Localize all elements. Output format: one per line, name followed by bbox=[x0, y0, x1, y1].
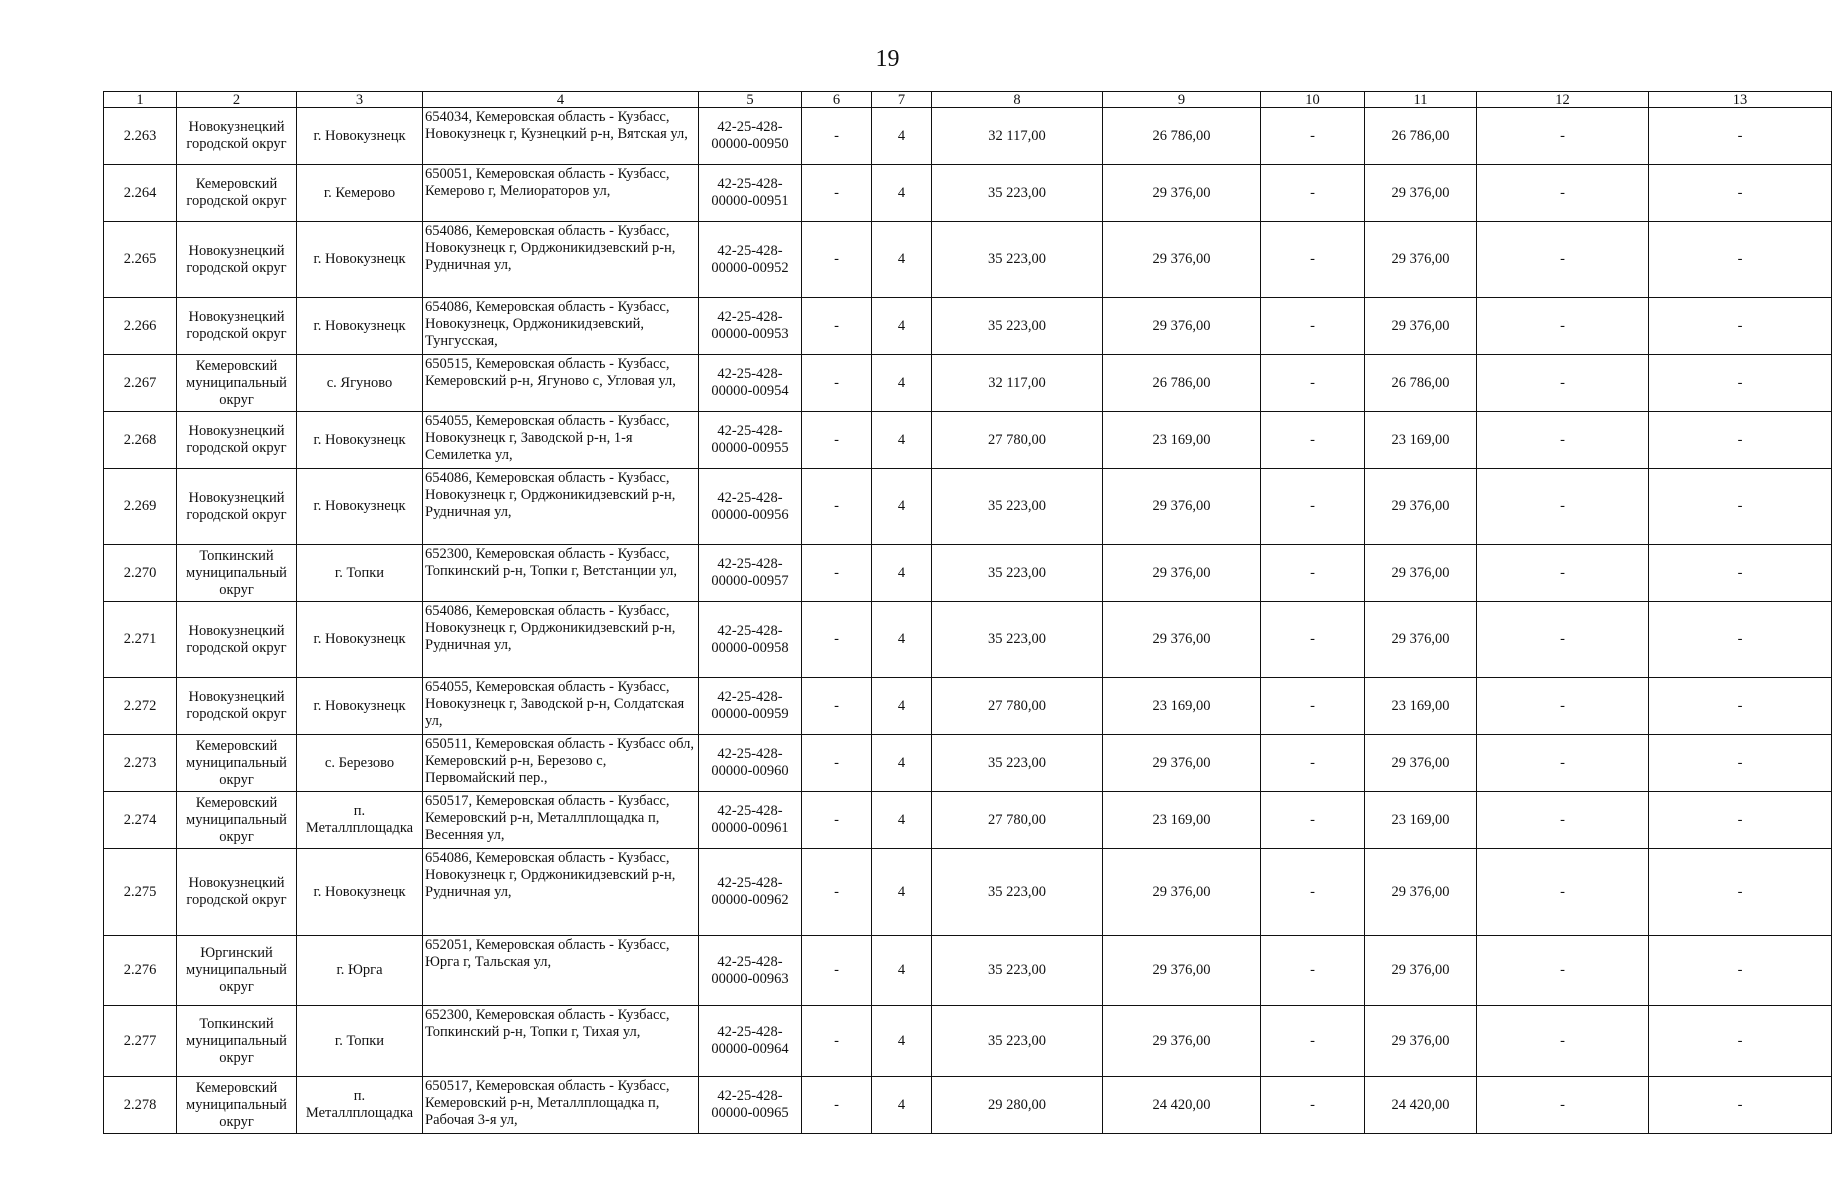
col10-cell: - bbox=[1261, 108, 1365, 165]
col6-cell: - bbox=[802, 412, 872, 469]
col8-cell: 35 223,00 bbox=[932, 545, 1103, 602]
code-cell: 42-25-428-00000-00950 bbox=[699, 108, 802, 165]
col13-cell: - bbox=[1649, 792, 1832, 849]
col8-cell: 27 780,00 bbox=[932, 412, 1103, 469]
col11-cell: 24 420,00 bbox=[1365, 1077, 1477, 1134]
col11-cell: 26 786,00 bbox=[1365, 108, 1477, 165]
row-number-cell: 2.278 bbox=[104, 1077, 177, 1134]
locality-cell: г. Новокузнецк bbox=[297, 849, 423, 936]
col10-cell: - bbox=[1261, 602, 1365, 678]
col9-cell: 29 376,00 bbox=[1103, 849, 1261, 936]
col12-cell: - bbox=[1477, 108, 1649, 165]
address-cell: 650515, Кемеровская область - Кузбасс, Кемеровский р-н, Ягуново с, Угловая ул, bbox=[423, 355, 699, 412]
row-number-cell: 2.268 bbox=[104, 412, 177, 469]
col8-cell: 35 223,00 bbox=[932, 1006, 1103, 1077]
col7-cell: 4 bbox=[872, 412, 932, 469]
table-row bbox=[104, 412, 1832, 469]
col12-cell: - bbox=[1477, 1077, 1649, 1134]
col12-cell: - bbox=[1477, 222, 1649, 298]
col12-cell: - bbox=[1477, 298, 1649, 355]
column-header: 12 bbox=[1477, 92, 1649, 108]
col10-cell: - bbox=[1261, 735, 1365, 792]
col8-cell: 32 117,00 bbox=[932, 355, 1103, 412]
district-cell: Новокузнецкий городской округ bbox=[177, 602, 297, 678]
column-header: 13 bbox=[1649, 92, 1832, 108]
locality-cell: п. Металлплощадка bbox=[297, 1077, 423, 1134]
col10-cell: - bbox=[1261, 298, 1365, 355]
col10-cell: - bbox=[1261, 1077, 1365, 1134]
col10-cell: - bbox=[1261, 678, 1365, 735]
col8-cell: 32 117,00 bbox=[932, 108, 1103, 165]
address-cell: 652300, Кемеровская область - Кузбасс, Топкинский р-н, Топки г, Ветстанции ул, bbox=[423, 545, 699, 602]
row-number-cell: 2.264 bbox=[104, 165, 177, 222]
col7-cell: 4 bbox=[872, 108, 932, 165]
col13-cell: - bbox=[1649, 108, 1832, 165]
district-cell: Юргинский муниципальный округ bbox=[177, 936, 297, 1006]
col9-cell: 29 376,00 bbox=[1103, 936, 1261, 1006]
district-cell: Топкинский муниципальный округ bbox=[177, 1006, 297, 1077]
col13-cell: - bbox=[1649, 298, 1832, 355]
col8-cell: 35 223,00 bbox=[932, 222, 1103, 298]
col6-cell: - bbox=[802, 936, 872, 1006]
code-cell: 42-25-428-00000-00953 bbox=[699, 298, 802, 355]
col12-cell: - bbox=[1477, 936, 1649, 1006]
table-row bbox=[104, 849, 1832, 936]
district-cell: Новокузнецкий городской округ bbox=[177, 678, 297, 735]
col6-cell: - bbox=[802, 355, 872, 412]
code-cell: 42-25-428-00000-00957 bbox=[699, 545, 802, 602]
col9-cell: 23 169,00 bbox=[1103, 792, 1261, 849]
locality-cell: г. Новокузнецк bbox=[297, 412, 423, 469]
row-number-cell: 2.277 bbox=[104, 1006, 177, 1077]
column-header: 1 bbox=[104, 92, 177, 108]
district-cell: Новокузнецкий городской округ bbox=[177, 298, 297, 355]
col10-cell: - bbox=[1261, 412, 1365, 469]
row-number-cell: 2.263 bbox=[104, 108, 177, 165]
col11-cell: 29 376,00 bbox=[1365, 602, 1477, 678]
col10-cell: - bbox=[1261, 849, 1365, 936]
column-header: 7 bbox=[872, 92, 932, 108]
col12-cell: - bbox=[1477, 355, 1649, 412]
code-cell: 42-25-428-00000-00952 bbox=[699, 222, 802, 298]
col13-cell: - bbox=[1649, 469, 1832, 545]
col7-cell: 4 bbox=[872, 735, 932, 792]
col11-cell: 29 376,00 bbox=[1365, 1006, 1477, 1077]
row-number-cell: 2.270 bbox=[104, 545, 177, 602]
code-cell: 42-25-428-00000-00951 bbox=[699, 165, 802, 222]
col10-cell: - bbox=[1261, 222, 1365, 298]
col12-cell: - bbox=[1477, 735, 1649, 792]
col8-cell: 35 223,00 bbox=[932, 849, 1103, 936]
col7-cell: 4 bbox=[872, 222, 932, 298]
col9-cell: 29 376,00 bbox=[1103, 165, 1261, 222]
row-number-cell: 2.266 bbox=[104, 298, 177, 355]
col13-cell: - bbox=[1649, 222, 1832, 298]
col10-cell: - bbox=[1261, 469, 1365, 545]
col10-cell: - bbox=[1261, 545, 1365, 602]
code-cell: 42-25-428-00000-00955 bbox=[699, 412, 802, 469]
locality-cell: с. Ягуново bbox=[297, 355, 423, 412]
locality-cell: г. Новокузнецк bbox=[297, 469, 423, 545]
col7-cell: 4 bbox=[872, 298, 932, 355]
row-number-cell: 2.273 bbox=[104, 735, 177, 792]
district-cell: Топкинский муниципальный округ bbox=[177, 545, 297, 602]
col13-cell: - bbox=[1649, 678, 1832, 735]
col11-cell: 23 169,00 bbox=[1365, 792, 1477, 849]
table-row bbox=[104, 298, 1832, 355]
col13-cell: - bbox=[1649, 602, 1832, 678]
col9-cell: 29 376,00 bbox=[1103, 1006, 1261, 1077]
column-header: 5 bbox=[699, 92, 802, 108]
col12-cell: - bbox=[1477, 412, 1649, 469]
col6-cell: - bbox=[802, 1006, 872, 1077]
column-header: 4 bbox=[423, 92, 699, 108]
col13-cell: - bbox=[1649, 412, 1832, 469]
col11-cell: 29 376,00 bbox=[1365, 936, 1477, 1006]
address-cell: 650511, Кемеровская область - Кузбасс обл, Кемеровский р-н, Березово с, Первомайский пер., bbox=[423, 735, 699, 792]
col7-cell: 4 bbox=[872, 1006, 932, 1077]
col9-cell: 26 786,00 bbox=[1103, 108, 1261, 165]
col6-cell: - bbox=[802, 298, 872, 355]
col10-cell: - bbox=[1261, 1006, 1365, 1077]
header-row bbox=[104, 92, 1832, 108]
table-row bbox=[104, 355, 1832, 412]
col10-cell: - bbox=[1261, 165, 1365, 222]
col9-cell: 23 169,00 bbox=[1103, 678, 1261, 735]
locality-cell: г. Топки bbox=[297, 1006, 423, 1077]
code-cell: 42-25-428-00000-00962 bbox=[699, 849, 802, 936]
col7-cell: 4 bbox=[872, 602, 932, 678]
code-cell: 42-25-428-00000-00956 bbox=[699, 469, 802, 545]
locality-cell: г. Новокузнецк bbox=[297, 602, 423, 678]
col9-cell: 24 420,00 bbox=[1103, 1077, 1261, 1134]
col11-cell: 29 376,00 bbox=[1365, 222, 1477, 298]
col10-cell: - bbox=[1261, 792, 1365, 849]
locality-cell: с. Березово bbox=[297, 735, 423, 792]
col9-cell: 26 786,00 bbox=[1103, 355, 1261, 412]
table-row bbox=[104, 108, 1832, 165]
col9-cell: 29 376,00 bbox=[1103, 298, 1261, 355]
row-number-cell: 2.265 bbox=[104, 222, 177, 298]
col11-cell: 29 376,00 bbox=[1365, 469, 1477, 545]
col13-cell: - bbox=[1649, 165, 1832, 222]
code-cell: 42-25-428-00000-00954 bbox=[699, 355, 802, 412]
district-cell: Кемеровский городской округ bbox=[177, 165, 297, 222]
col9-cell: 29 376,00 bbox=[1103, 735, 1261, 792]
col12-cell: - bbox=[1477, 545, 1649, 602]
table-row bbox=[104, 602, 1832, 678]
table-row bbox=[104, 165, 1832, 222]
col9-cell: 23 169,00 bbox=[1103, 412, 1261, 469]
row-number-cell: 2.276 bbox=[104, 936, 177, 1006]
table-row bbox=[104, 469, 1832, 545]
col6-cell: - bbox=[802, 602, 872, 678]
col6-cell: - bbox=[802, 165, 872, 222]
col12-cell: - bbox=[1477, 602, 1649, 678]
row-number-cell: 2.274 bbox=[104, 792, 177, 849]
table-body bbox=[104, 108, 1832, 1134]
col6-cell: - bbox=[802, 469, 872, 545]
col12-cell: - bbox=[1477, 1006, 1649, 1077]
col13-cell: - bbox=[1649, 849, 1832, 936]
column-header: 11 bbox=[1365, 92, 1477, 108]
address-cell: 654055, Кемеровская область - Кузбасс, Новокузнецк г, Заводской р-н, Солдатская ул, bbox=[423, 678, 699, 735]
col7-cell: 4 bbox=[872, 1077, 932, 1134]
col8-cell: 29 280,00 bbox=[932, 1077, 1103, 1134]
col7-cell: 4 bbox=[872, 792, 932, 849]
col9-cell: 29 376,00 bbox=[1103, 469, 1261, 545]
locality-cell: г. Топки bbox=[297, 545, 423, 602]
address-cell: 654086, Кемеровская область - Кузбасс, Новокузнецк г, Орджоникидзевский р-н, Рудничная ул, bbox=[423, 222, 699, 298]
col6-cell: - bbox=[802, 678, 872, 735]
col8-cell: 35 223,00 bbox=[932, 936, 1103, 1006]
table-row bbox=[104, 936, 1832, 1006]
address-cell: 654086, Кемеровская область - Кузбасс, Новокузнецк г, Орджоникидзевский р-н, Рудничная ул, bbox=[423, 849, 699, 936]
code-cell: 42-25-428-00000-00963 bbox=[699, 936, 802, 1006]
col9-cell: 29 376,00 bbox=[1103, 545, 1261, 602]
column-header: 2 bbox=[177, 92, 297, 108]
col12-cell: - bbox=[1477, 165, 1649, 222]
district-cell: Новокузнецкий городской округ bbox=[177, 412, 297, 469]
col8-cell: 35 223,00 bbox=[932, 735, 1103, 792]
table-row bbox=[104, 678, 1832, 735]
district-cell: Новокузнецкий городской округ bbox=[177, 849, 297, 936]
col12-cell: - bbox=[1477, 469, 1649, 545]
col8-cell: 27 780,00 bbox=[932, 792, 1103, 849]
col13-cell: - bbox=[1649, 355, 1832, 412]
locality-cell: г. Новокузнецк bbox=[297, 678, 423, 735]
code-cell: 42-25-428-00000-00965 bbox=[699, 1077, 802, 1134]
address-cell: 654034, Кемеровская область - Кузбасс, Новокузнецк г, Кузнецкий р-н, Вятская ул, bbox=[423, 108, 699, 165]
row-number-cell: 2.275 bbox=[104, 849, 177, 936]
locality-cell: г. Новокузнецк bbox=[297, 222, 423, 298]
col7-cell: 4 bbox=[872, 469, 932, 545]
col7-cell: 4 bbox=[872, 678, 932, 735]
col12-cell: - bbox=[1477, 792, 1649, 849]
address-cell: 652051, Кемеровская область - Кузбасс, Юрга г, Тальская ул, bbox=[423, 936, 699, 1006]
address-cell: 652300, Кемеровская область - Кузбасс, Топкинский р-н, Топки г, Тихая ул, bbox=[423, 1006, 699, 1077]
address-cell: 654086, Кемеровская область - Кузбасс, Новокузнецк, Орджоникидзевский, Тунгусская, bbox=[423, 298, 699, 355]
col6-cell: - bbox=[802, 735, 872, 792]
col8-cell: 35 223,00 bbox=[932, 469, 1103, 545]
col6-cell: - bbox=[802, 849, 872, 936]
col10-cell: - bbox=[1261, 936, 1365, 1006]
table-row bbox=[104, 792, 1832, 849]
col13-cell: - bbox=[1649, 545, 1832, 602]
col6-cell: - bbox=[802, 545, 872, 602]
data-table bbox=[103, 91, 1832, 1134]
code-cell: 42-25-428-00000-00958 bbox=[699, 602, 802, 678]
row-number-cell: 2.272 bbox=[104, 678, 177, 735]
district-cell: Новокузнецкий городской округ bbox=[177, 108, 297, 165]
district-cell: Новокузнецкий городской округ bbox=[177, 469, 297, 545]
row-number-cell: 2.271 bbox=[104, 602, 177, 678]
col7-cell: 4 bbox=[872, 355, 932, 412]
col7-cell: 4 bbox=[872, 165, 932, 222]
col8-cell: 35 223,00 bbox=[932, 165, 1103, 222]
locality-cell: п. Металлплощадка bbox=[297, 792, 423, 849]
code-cell: 42-25-428-00000-00959 bbox=[699, 678, 802, 735]
col11-cell: 26 786,00 bbox=[1365, 355, 1477, 412]
col11-cell: 23 169,00 bbox=[1365, 678, 1477, 735]
code-cell: 42-25-428-00000-00961 bbox=[699, 792, 802, 849]
address-cell: 650517, Кемеровская область - Кузбасс, Кемеровский р-н, Металлплощадка п, Весенняя ул, bbox=[423, 792, 699, 849]
col9-cell: 29 376,00 bbox=[1103, 602, 1261, 678]
row-number-cell: 2.267 bbox=[104, 355, 177, 412]
col10-cell: - bbox=[1261, 355, 1365, 412]
col13-cell: - bbox=[1649, 1006, 1832, 1077]
district-cell: Кемеровский муниципальный округ bbox=[177, 792, 297, 849]
table-row bbox=[104, 545, 1832, 602]
col8-cell: 27 780,00 bbox=[932, 678, 1103, 735]
column-header: 6 bbox=[802, 92, 872, 108]
col13-cell: - bbox=[1649, 1077, 1832, 1134]
col13-cell: - bbox=[1649, 936, 1832, 1006]
table-row bbox=[104, 735, 1832, 792]
locality-cell: г. Юрга bbox=[297, 936, 423, 1006]
code-cell: 42-25-428-00000-00960 bbox=[699, 735, 802, 792]
address-cell: 650051, Кемеровская область - Кузбасс, Кемерово г, Мелиораторов ул, bbox=[423, 165, 699, 222]
district-cell: Кемеровский муниципальный округ bbox=[177, 355, 297, 412]
col11-cell: 29 376,00 bbox=[1365, 545, 1477, 602]
column-header: 8 bbox=[932, 92, 1103, 108]
locality-cell: г. Кемерово bbox=[297, 165, 423, 222]
code-cell: 42-25-428-00000-00964 bbox=[699, 1006, 802, 1077]
col6-cell: - bbox=[802, 1077, 872, 1134]
col12-cell: - bbox=[1477, 678, 1649, 735]
column-header: 10 bbox=[1261, 92, 1365, 108]
district-cell: Кемеровский муниципальный округ bbox=[177, 735, 297, 792]
col11-cell: 29 376,00 bbox=[1365, 735, 1477, 792]
address-cell: 654055, Кемеровская область - Кузбасс, Новокузнецк г, Заводской р-н, 1-я Семилетка ул, bbox=[423, 412, 699, 469]
col9-cell: 29 376,00 bbox=[1103, 222, 1261, 298]
col13-cell: - bbox=[1649, 735, 1832, 792]
col11-cell: 29 376,00 bbox=[1365, 298, 1477, 355]
col6-cell: - bbox=[802, 222, 872, 298]
col8-cell: 35 223,00 bbox=[932, 298, 1103, 355]
address-cell: 650517, Кемеровская область - Кузбасс, Кемеровский р-н, Металлплощадка п, Рабочая 3-я ул, bbox=[423, 1077, 699, 1134]
col12-cell: - bbox=[1477, 849, 1649, 936]
col11-cell: 23 169,00 bbox=[1365, 412, 1477, 469]
col7-cell: 4 bbox=[872, 849, 932, 936]
col8-cell: 35 223,00 bbox=[932, 602, 1103, 678]
locality-cell: г. Новокузнецк bbox=[297, 108, 423, 165]
col11-cell: 29 376,00 bbox=[1365, 849, 1477, 936]
address-cell: 654086, Кемеровская область - Кузбасс, Новокузнецк г, Орджоникидзевский р-н, Рудничная ул, bbox=[423, 602, 699, 678]
district-cell: Новокузнецкий городской округ bbox=[177, 222, 297, 298]
district-cell: Кемеровский муниципальный округ bbox=[177, 1077, 297, 1134]
table-row bbox=[104, 1077, 1832, 1134]
col7-cell: 4 bbox=[872, 936, 932, 1006]
table-row bbox=[104, 222, 1832, 298]
locality-cell: г. Новокузнецк bbox=[297, 298, 423, 355]
column-header: 9 bbox=[1103, 92, 1261, 108]
col11-cell: 29 376,00 bbox=[1365, 165, 1477, 222]
table-row bbox=[104, 1006, 1832, 1077]
row-number-cell: 2.269 bbox=[104, 469, 177, 545]
page-number: 19 bbox=[875, 46, 900, 72]
col6-cell: - bbox=[802, 792, 872, 849]
col6-cell: - bbox=[802, 108, 872, 165]
address-cell: 654086, Кемеровская область - Кузбасс, Новокузнецк г, Орджоникидзевский р-н, Рудничная ул, bbox=[423, 469, 699, 545]
col7-cell: 4 bbox=[872, 545, 932, 602]
column-header: 3 bbox=[297, 92, 423, 108]
